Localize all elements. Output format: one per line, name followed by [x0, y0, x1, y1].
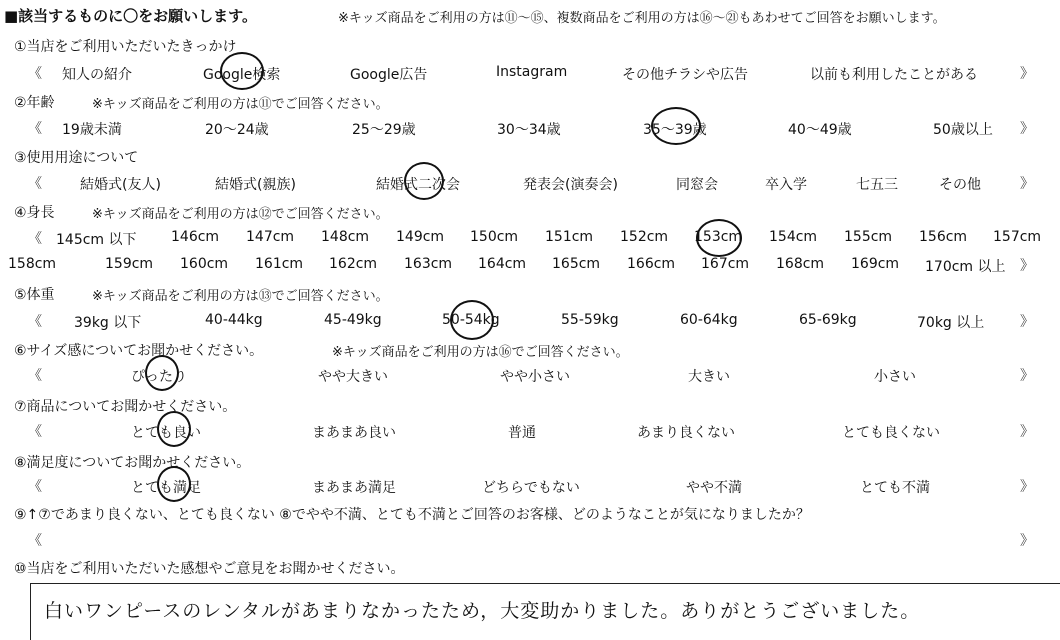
q8-option[interactable]: まあまあ満足 — [312, 480, 396, 496]
answer-box-top-border — [30, 583, 1060, 584]
q1-option[interactable]: その他チラシや広告 — [622, 67, 748, 83]
q8-option[interactable]: とても満足 — [131, 480, 201, 496]
q5-option[interactable]: 50-54kg — [442, 312, 500, 328]
question-3-label: ③使用用途について — [14, 150, 139, 166]
q4-option[interactable]: 149cm — [396, 229, 445, 245]
bracket-open: 《 — [28, 424, 42, 440]
q5-option[interactable]: 39kg 以下 — [74, 315, 142, 331]
bracket-close: 》 — [1020, 121, 1034, 137]
bracket-open: 《 — [28, 479, 42, 495]
question-5-note: ※キッズ商品をご利用の方は⑬でご回答ください。 — [92, 289, 389, 304]
selection-circle-mark — [651, 107, 701, 145]
q8-option[interactable]: どちらでもない — [482, 480, 580, 496]
handwritten-answer: 白いワンピースのレンタルがあまりなかったため，大変助かりました。ありがとうございました。 — [44, 600, 921, 622]
q5-option[interactable]: 55-59kg — [561, 312, 619, 328]
question-1-label: ①当店をご利用いただいたきっかけ — [14, 39, 237, 55]
q1-option[interactable]: 知人の紹介 — [62, 67, 132, 83]
q7-option[interactable]: とても良い — [131, 425, 201, 441]
q6-option[interactable]: 大きい — [688, 369, 730, 385]
question-2-note: ※キッズ商品をご利用の方は⑪でご回答ください。 — [92, 97, 389, 112]
q2-option[interactable]: 19歳未満 — [62, 122, 122, 138]
q4-option[interactable]: 164cm — [478, 256, 527, 272]
selection-circle-mark — [450, 300, 494, 340]
bracket-close: 》 — [1020, 176, 1034, 192]
q2-option[interactable]: 20～24歳 — [205, 122, 269, 138]
q1-option[interactable]: Google検索 — [203, 67, 281, 83]
q3-option[interactable]: 卒入学 — [765, 177, 807, 193]
q5-option[interactable]: 65-69kg — [799, 312, 857, 328]
q1-option[interactable]: 以前も利用したことがある — [810, 67, 978, 83]
q7-option[interactable]: 普通 — [508, 425, 536, 441]
selection-circle-mark — [157, 411, 191, 447]
question-7-label: ⑦商品についてお聞かせください。 — [14, 399, 237, 415]
selection-circle-mark — [220, 52, 264, 90]
q2-option[interactable]: 40～49歳 — [788, 122, 852, 138]
q5-option[interactable]: 70kg 以上 — [917, 315, 985, 331]
q4-option[interactable]: 165cm — [552, 256, 601, 272]
q3-option[interactable]: 発表会(演奏会) — [523, 177, 618, 193]
selection-circle-mark — [157, 466, 191, 502]
q4-option[interactable]: 151cm — [545, 229, 594, 245]
question-6-label: ⑥サイズ感についてお聞かせください。 — [14, 343, 264, 359]
q6-option[interactable]: ぴったり — [131, 369, 187, 385]
bracket-close: 》 — [1020, 66, 1034, 82]
q2-option[interactable]: 30～34歳 — [497, 122, 561, 138]
q6-option[interactable]: やや大きい — [318, 369, 388, 385]
q2-option[interactable]: 25～29歳 — [352, 122, 416, 138]
q5-option[interactable]: 45-49kg — [324, 312, 382, 328]
q7-option[interactable]: あまり良くない — [637, 425, 735, 441]
q6-option[interactable]: 小さい — [874, 369, 916, 385]
q4-option[interactable]: 162cm — [329, 256, 378, 272]
q7-option[interactable]: まあまあ良い — [312, 425, 396, 441]
q4-option[interactable]: 148cm — [321, 229, 370, 245]
q4-option[interactable]: 170cm 以上 — [925, 259, 1006, 275]
q4-option[interactable]: 166cm — [627, 256, 676, 272]
question-5-label: ⑤体重 — [14, 287, 55, 303]
q8-option[interactable]: やや不満 — [686, 480, 742, 496]
q4-option[interactable]: 169cm — [851, 256, 900, 272]
q3-option[interactable]: 七五三 — [856, 177, 898, 193]
q4-option[interactable]: 145cm 以下 — [56, 232, 137, 248]
question-4-note: ※キッズ商品をご利用の方は⑫でご回答ください。 — [92, 207, 389, 222]
bracket-open: 《 — [28, 66, 42, 82]
bracket-open: 《 — [28, 368, 42, 384]
q1-option[interactable]: Google広告 — [350, 67, 428, 83]
question-2-label: ②年齢 — [14, 95, 55, 111]
question-4-label: ④身長 — [14, 205, 55, 221]
bracket-close: 》 — [1020, 479, 1034, 495]
q5-option[interactable]: 40-44kg — [205, 312, 263, 328]
bracket-close: 》 — [1020, 258, 1034, 274]
survey-instruction-note: ※キッズ商品をご利用の方は⑪～⑮、複数商品をご利用の方は⑯～㉑もあわせてご回答をお願いします。 — [338, 11, 946, 26]
q3-option[interactable]: 結婚式(親族) — [215, 177, 296, 193]
q3-option[interactable]: 同窓会 — [676, 177, 718, 193]
q3-option[interactable]: 結婚式二次会 — [376, 177, 460, 193]
q2-option[interactable]: 50歳以上 — [933, 122, 993, 138]
q4-option[interactable]: 153cm — [694, 229, 743, 245]
q4-option[interactable]: 152cm — [620, 229, 669, 245]
bracket-open: 《 — [28, 314, 42, 330]
bracket-open: 《 — [28, 231, 42, 247]
bracket-open: 《 — [28, 176, 42, 192]
q4-option[interactable]: 158cm — [8, 256, 57, 272]
q4-option[interactable]: 147cm — [246, 229, 295, 245]
q7-option[interactable]: とても良くない — [842, 425, 940, 441]
q3-option[interactable]: その他 — [939, 177, 981, 193]
bracket-close: 》 — [1020, 314, 1034, 330]
question-10-label: ⑩当店をご利用いただいた感想やご意見をお聞かせください。 — [14, 561, 405, 577]
q4-option[interactable]: 163cm — [404, 256, 453, 272]
q5-option[interactable]: 60-64kg — [680, 312, 738, 328]
q4-option[interactable]: 155cm — [844, 229, 893, 245]
selection-circle-mark — [404, 162, 444, 200]
q3-option[interactable]: 結婚式(友人) — [80, 177, 161, 193]
survey-instruction-title: ■該当するものに〇をお願いします。 — [4, 7, 257, 25]
answer-box-left-border — [30, 583, 31, 640]
q4-option[interactable]: 150cm — [470, 229, 519, 245]
q4-option[interactable]: 167cm — [701, 256, 750, 272]
q4-option[interactable]: 146cm — [171, 229, 220, 245]
selection-circle-mark — [145, 355, 179, 391]
question-8-label: ⑧満足度についてお聞かせください。 — [14, 455, 251, 471]
bracket-open: 《 — [28, 121, 42, 137]
bracket-close: 》 — [1020, 424, 1034, 440]
q1-option[interactable]: Instagram — [496, 64, 568, 80]
q4-option[interactable]: 159cm — [105, 256, 154, 272]
q4-option[interactable]: 157cm — [993, 229, 1042, 245]
question-9-label: ⑨↑⑦であまり良くない、とても良くない ⑧でやや不満、とても不満とご回答のお客様、どのようなことが気になりましたか？ — [14, 507, 810, 523]
q4-option[interactable]: 160cm — [180, 256, 229, 272]
selection-circle-mark — [696, 219, 742, 257]
q8-option[interactable]: とても不満 — [860, 480, 930, 496]
q4-option[interactable]: 156cm — [919, 229, 968, 245]
q4-option[interactable]: 168cm — [776, 256, 825, 272]
q4-option[interactable]: 154cm — [769, 229, 818, 245]
bracket-close: 》 — [1020, 368, 1034, 384]
q2-option[interactable]: 35～39歳 — [643, 122, 707, 138]
q6-option[interactable]: やや小さい — [500, 369, 570, 385]
q4-option[interactable]: 161cm — [255, 256, 304, 272]
bracket-close: 》 — [1020, 533, 1034, 549]
bracket-open: 《 — [28, 533, 42, 549]
question-6-note: ※キッズ商品をご利用の方は⑯でご回答ください。 — [332, 345, 629, 360]
